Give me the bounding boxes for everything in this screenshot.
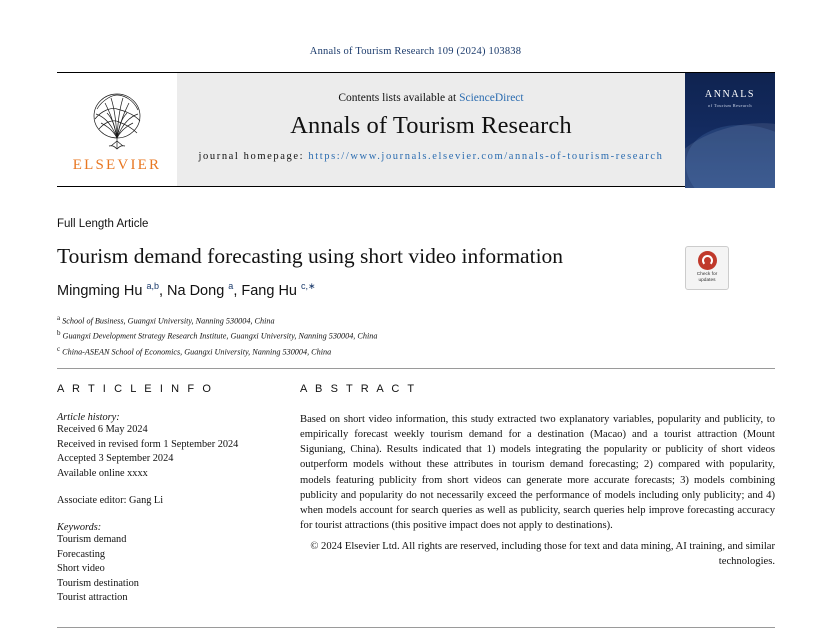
- abstract-heading: A B S T R A C T: [300, 383, 417, 395]
- affiliation-marker: a: [57, 314, 61, 322]
- page-title: Tourism demand forecasting using short video information: [57, 244, 564, 268]
- associate-editor: Associate editor: Gang Li: [57, 495, 164, 507]
- keyword-item: Short video: [57, 563, 105, 575]
- article-history-item: Accepted 3 September 2024: [57, 453, 174, 465]
- elsevier-tree-icon: [83, 89, 151, 155]
- keywords-label: Keywords:: [57, 522, 102, 534]
- crossmark-icon: [698, 251, 717, 270]
- article-history-item: Received in revised form 1 September 2024: [57, 438, 239, 450]
- article-history-item: Available online xxxx: [57, 467, 148, 479]
- affiliation-text: Guangxi Development Strategy Research Institute, Guangxi University, Nanning 530004, China: [62, 332, 378, 342]
- abstract-text: Based on short video information, this study extracted two explanatory variables, popularity and publicity, to empirically forecast weekly tourism demand for a destination (Macao) and a tourist attraction (Mount Siguniang, China). Results indicated that 1) models integrating the popularity or publicity of short videos outperform models without these attributes in tourism demand forecasting; 2) compared with popularity, models featuring publicity from short videos can generate more accurate forecasts; 3) models combining publicity and popularity do not necessarily exceed the performance of models including only publicity; and 4) when models account for search queries as well as publicity, search queries help improve forecasting accuracy for tourist attractions (this positive impact does not apply to destinations).: [300, 414, 775, 531]
- article-history-label: Article history:: [57, 412, 120, 423]
- homepage-label: journal homepage:: [198, 151, 309, 163]
- author-list: Mingming Hu $^{a,b}$, Na Dong $^a$, Fang Hu $^{c,∗}$: [57, 281, 316, 299]
- article-info-heading: A R T I C L E I N F O: [57, 383, 214, 395]
- affiliation-text: China-ASEAN School of Economics, Guangxi University, Nanning 530004, China: [62, 347, 332, 357]
- crossmark-label: [697, 272, 718, 284]
- contents-prefix: Contents lists available at: [338, 92, 460, 105]
- keyword-item: Tourism demand: [57, 534, 127, 546]
- keyword-item: Tourist attraction: [57, 592, 128, 604]
- crossmark-line2: updates: [698, 277, 716, 283]
- article-type: Full Length Article: [57, 218, 149, 230]
- crossmark-badge[interactable]: [685, 246, 729, 290]
- crossmark-line1: Check for: [696, 272, 718, 277]
- affiliation-item: [57, 328, 677, 343]
- copyright-notice: © 2024 Elsevier Ltd. All rights are reserved, including those for text and data mining, AI training, and similar technologies.: [310, 541, 775, 568]
- abstract-column: [300, 383, 775, 569]
- journal-homepage-line: [199, 149, 664, 164]
- keyword-item: Tourism destination: [57, 577, 139, 589]
- affiliation-item: [57, 313, 677, 328]
- affiliation-text: School of Business, Guangxi University, Nanning 530004, China: [62, 316, 275, 326]
- article-info-column: [57, 383, 275, 606]
- affiliation-marker: c: [57, 344, 61, 353]
- divider-bottom: [57, 627, 775, 628]
- running-head: Annals of Tourism Research 109 (2024) 103838: [309, 46, 522, 57]
- journal-cover: [685, 73, 775, 186]
- sciencedirect-link[interactable]: ScienceDirect: [459, 92, 524, 105]
- cover-title: ANNALS: [704, 89, 756, 100]
- journal-cover-image: [685, 73, 775, 188]
- homepage-url[interactable]: https://www.journals.elsevier.com/annals-of-tourism-research: [308, 151, 664, 163]
- affiliation-list: [57, 313, 677, 359]
- journal-masthead: [57, 72, 775, 187]
- keyword-item: Forecasting: [57, 548, 106, 560]
- journal-title: Annals of Tourism Research: [290, 112, 572, 140]
- elsevier-wordmark: ELSEVIER: [72, 157, 162, 173]
- divider-top: [57, 368, 775, 369]
- affiliation-item: [57, 344, 677, 359]
- publisher-logo: [57, 73, 177, 186]
- cover-subtitle: of Tourism Research: [707, 103, 753, 108]
- contents-line: [338, 92, 523, 104]
- affiliation-marker: b: [57, 329, 61, 338]
- article-history-item: Received 6 May 2024: [57, 424, 148, 435]
- masthead-center: [177, 73, 685, 186]
